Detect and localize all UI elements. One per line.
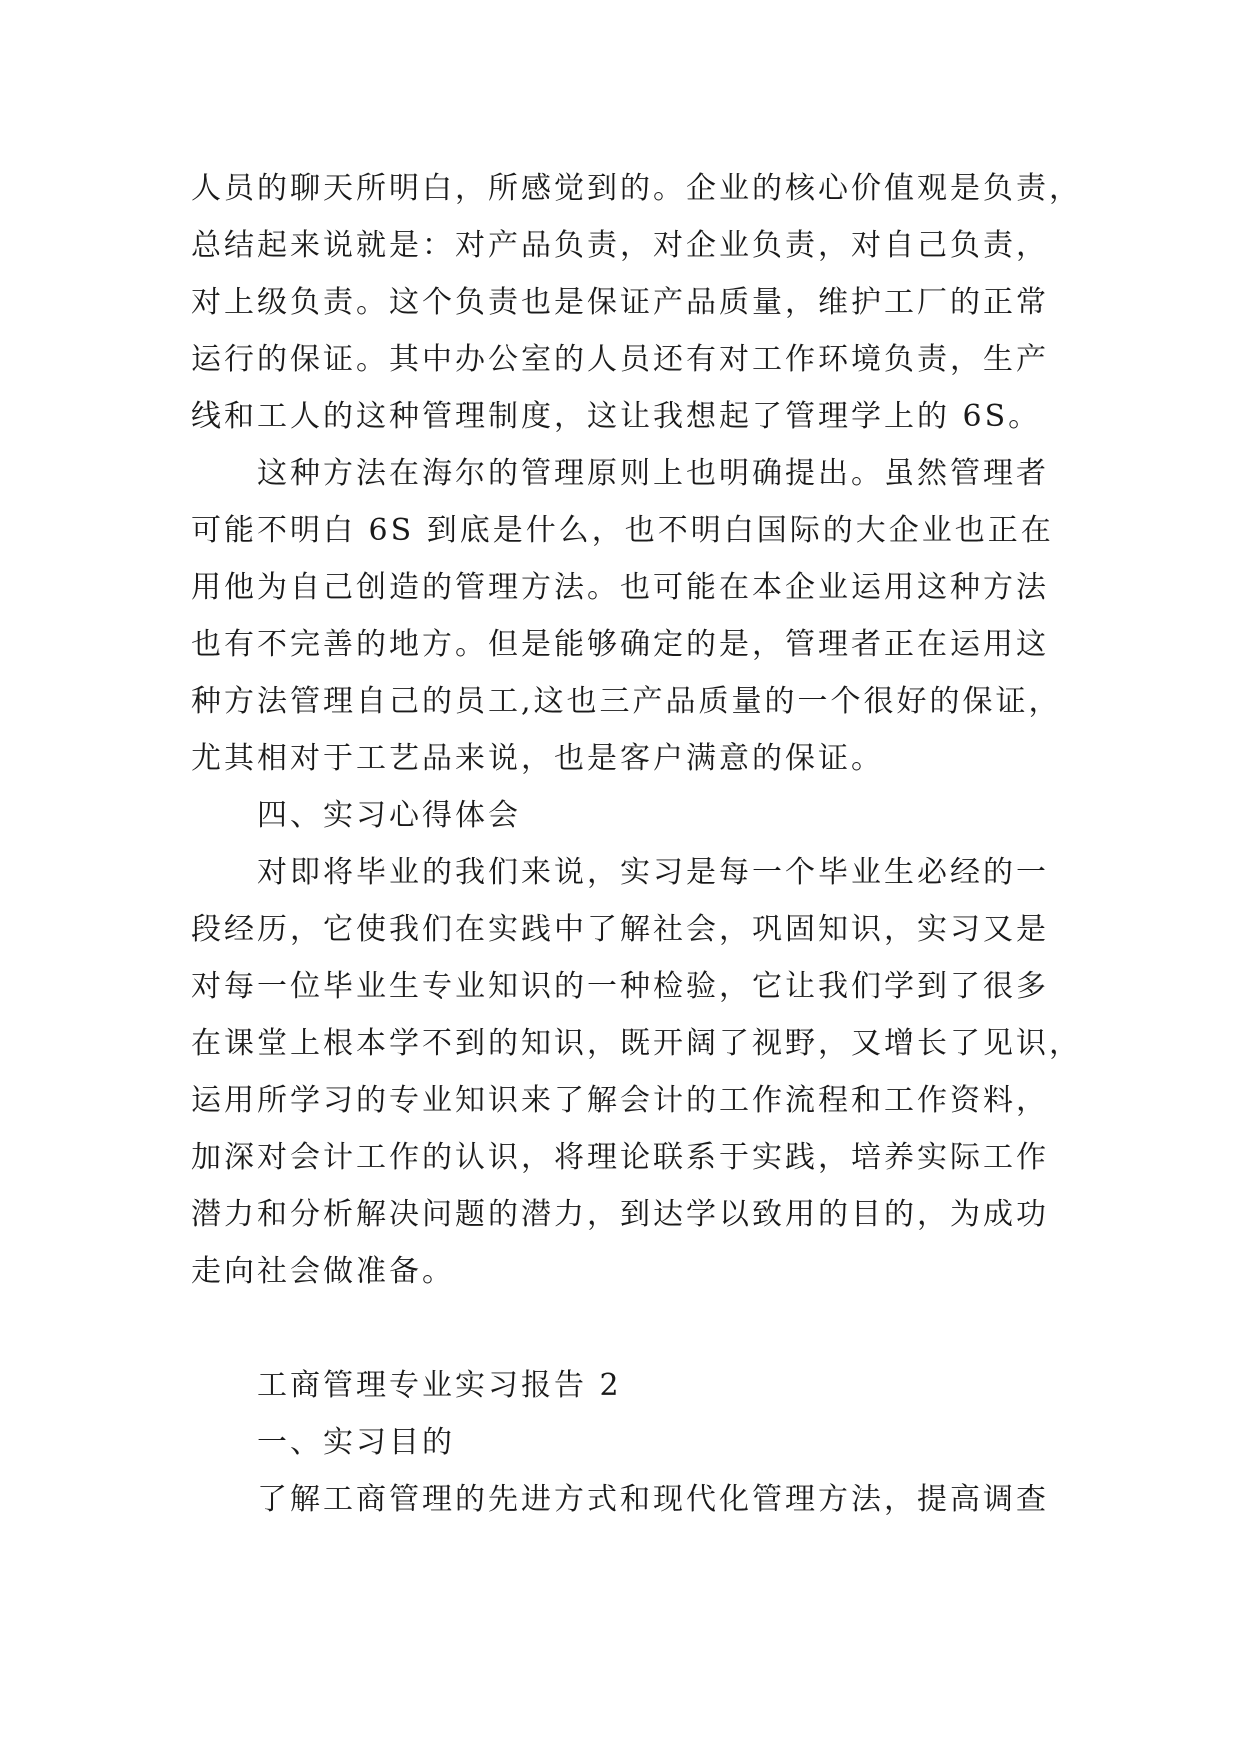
section-heading-insights <box>191 787 1071 844</box>
paragraph-6s-method <box>191 445 1071 787</box>
text-line: 线和工人的这种管理制度，这让我想起了管理学上的 6S。 <box>191 399 1042 434</box>
text-line: 了解工商管理的先进方式和现代化管理方法，提高调查 <box>257 1482 1049 1517</box>
spacer <box>191 1300 1071 1357</box>
text-line: 总结起来说就是：对产品负责，对企业负责，对自己负责， <box>191 228 1049 263</box>
document-body <box>191 160 1082 1528</box>
heading-line: 一、实习目的 <box>257 1425 455 1460</box>
text-line: 运用所学习的专业知识来了解会计的工作流程和工作资料， <box>191 1083 1049 1118</box>
paragraph-responsibility <box>191 160 1082 445</box>
text-line: 这种方法在海尔的管理原则上也明确提出。虽然管理者 <box>257 456 1049 491</box>
text-line: 段经历，它使我们在实践中了解社会，巩固知识，实习又是 <box>191 912 1049 947</box>
text-line: 人员的聊天所明白，所感觉到的。企业的核心价值观是负责， <box>191 171 1082 206</box>
text-line: 对每一位毕业生专业知识的一种检验，它让我们学到了很多 <box>191 969 1049 1004</box>
paragraph-internship-value <box>191 844 1082 1300</box>
text-line: 加深对会计工作的认识，将理论联系于实践，培养实际工作 <box>191 1140 1049 1175</box>
text-line: 用他为自己创造的管理方法。也可能在本企业运用这种方法 <box>191 570 1049 605</box>
text-line: 潜力和分析解决问题的潜力，到达学以致用的目的，为成功 <box>191 1197 1049 1232</box>
heading-line: 四、实习心得体会 <box>257 798 521 833</box>
report-title-2 <box>191 1357 1071 1414</box>
text-line: 运行的保证。其中办公室的人员还有对工作环境负责，生产 <box>191 342 1049 377</box>
paragraph-purpose <box>191 1471 1071 1528</box>
text-line: 尤其相对于工艺品来说，也是客户满意的保证。 <box>191 741 884 776</box>
text-line: 走向社会做准备。 <box>191 1254 455 1289</box>
section-heading-purpose <box>191 1414 1071 1471</box>
text-line: 对即将毕业的我们来说，实习是每一个毕业生必经的一 <box>257 855 1049 890</box>
text-line: 也有不完善的地方。但是能够确定的是，管理者正在运用这 <box>191 627 1049 662</box>
heading-line: 工商管理专业实习报告 2 <box>257 1368 622 1403</box>
text-line: 种方法管理自己的员工,这也三产品质量的一个很好的保证， <box>191 684 1062 719</box>
text-line: 对上级负责。这个负责也是保证产品质量，维护工厂的正常 <box>191 285 1049 320</box>
text-line: 可能不明白 6S 到底是什么，也不明白国际的大企业也正在 <box>191 513 1054 548</box>
text-line: 在课堂上根本学不到的知识，既开阔了视野，又增长了见识， <box>191 1026 1082 1061</box>
